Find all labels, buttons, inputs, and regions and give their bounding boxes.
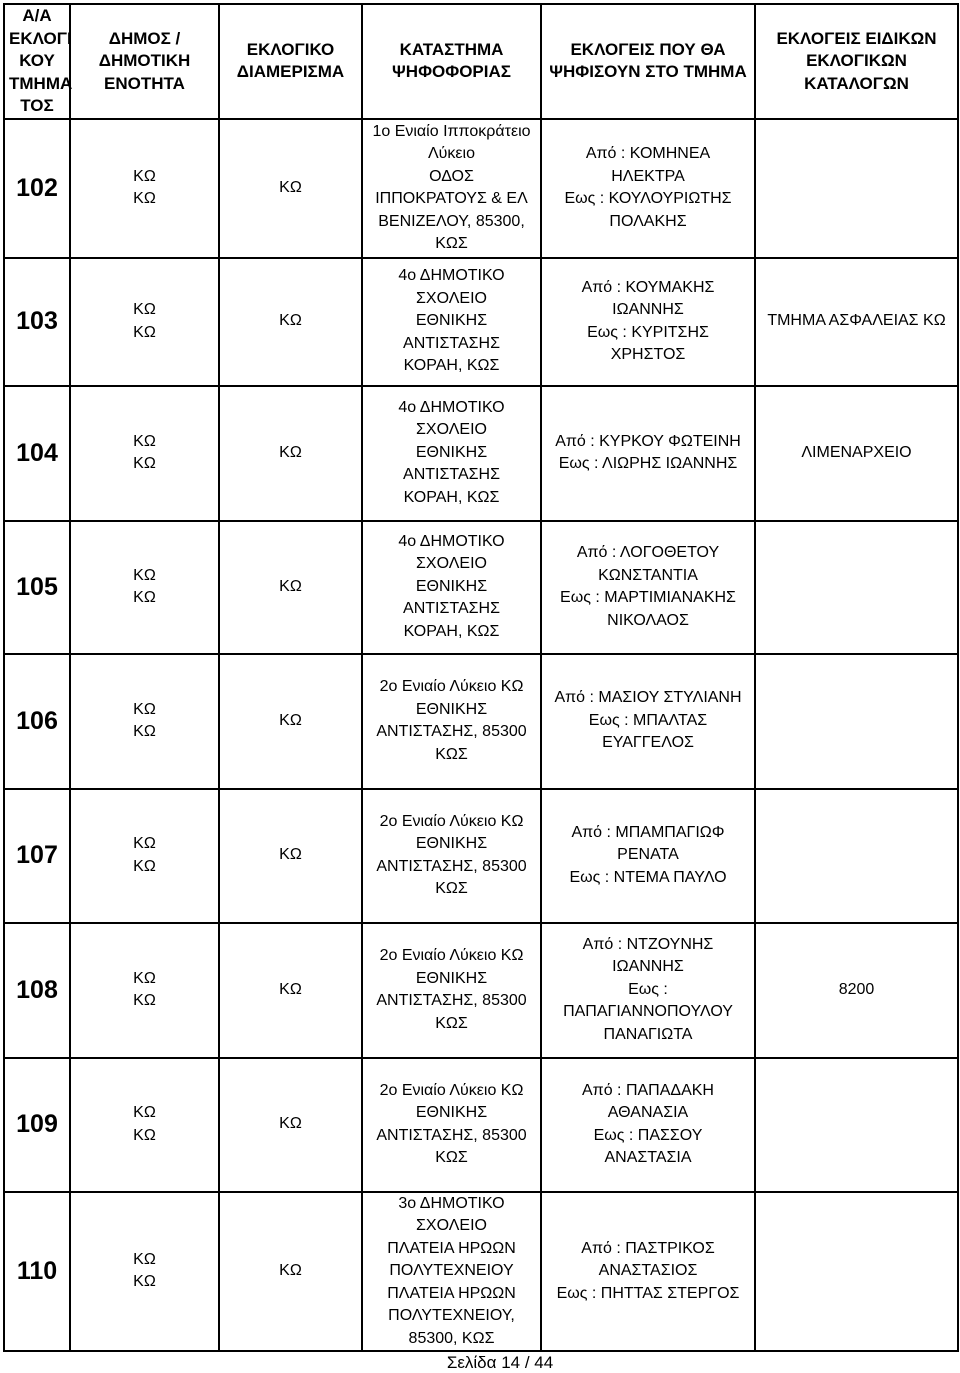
- cell-line: 2ο Ενιαίο Λύκειο ΚΩ: [379, 812, 524, 830]
- cell-line: ΚΩ: [133, 301, 156, 318]
- cell-line: ΚΩ: [133, 857, 156, 875]
- dimos-cell: [70, 1058, 219, 1192]
- cell-line: ΚΩ: [279, 846, 302, 864]
- diamerisma-cell: [219, 386, 362, 521]
- table-row: [4, 521, 958, 654]
- aa-tmima-cell: 105: [4, 521, 70, 654]
- katastima-cell: [362, 789, 541, 923]
- cell-line: ΚΩ: [133, 432, 156, 450]
- cell-line: ΚΩΣ: [435, 745, 468, 763]
- ekloges-cell: [541, 923, 755, 1058]
- cell-line: ΗΛΕΚΤΡΑ: [611, 167, 685, 185]
- eidikoi-cell: [755, 1058, 958, 1192]
- eidikoi-cell: [755, 386, 958, 521]
- cell-line: ΚΩΝΣΤΑΝΤΙΑ: [598, 566, 698, 584]
- cell-line: ΕΥΑΓΓΕΛΟΣ: [602, 734, 694, 752]
- cell-line: ΚΩ: [133, 455, 156, 472]
- cell-line: ΤΜΗΜΑ ΑΣΦΑΛΕΙΑΣ ΚΩ: [767, 312, 946, 330]
- dimos-cell: [70, 258, 219, 386]
- table-row: [4, 1192, 958, 1352]
- cell-line: ΚΩ: [279, 1115, 302, 1133]
- cell-line: ΚΩ: [133, 190, 156, 207]
- cell-line: Από : ΚΟΥΜΑΚΗΣ: [581, 278, 715, 296]
- cell-line: ΧΡΗΣΤΟΣ: [610, 346, 686, 363]
- cell-line: ΙΩΑΝΝΗΣ: [612, 958, 684, 976]
- header-line: ΔΙΑΜΕΡΙΣΜΑ: [236, 62, 345, 82]
- diamerisma-cell: [219, 789, 362, 923]
- aa-tmima-cell: 102: [4, 119, 70, 258]
- cell-line: ΠΑΠΑΓΙΑΝΝΟΠΟΥΛΟΥ: [563, 1003, 733, 1021]
- eidikoi-cell: [755, 521, 958, 654]
- table-row: [4, 923, 958, 1058]
- dimos-cell: [70, 119, 219, 258]
- cell-line: ΚΩΣ: [435, 1149, 468, 1166]
- cell-line: ΚΩ: [133, 566, 156, 584]
- cell-line: ΕΘΝΙΚΗΣ: [415, 835, 488, 852]
- cell-line: ΙΩΑΝΝΗΣ: [612, 301, 684, 318]
- cell-line: ΚΩ: [133, 1104, 156, 1121]
- cell-line: ΚΩ: [133, 969, 156, 987]
- cell-line: ΣΧΟΛΕΙΟ: [416, 421, 487, 439]
- cell-line: ΕΘΝΙΚΗΣ: [415, 700, 488, 718]
- cell-line: Από : ΠΑΠΑΔΑΚΗ: [582, 1081, 714, 1099]
- header-line: ΕΚΛΟΓΙΚΟ: [246, 39, 335, 59]
- header-line: ΚΑΤΑΛΟΓΩΝ: [804, 73, 909, 93]
- cell-line: ΑΝΤΙΣΤΑΣΗΣ, 85300: [376, 857, 527, 875]
- cell-line: Εως : ΠΑΣΣΟΥ: [593, 1126, 703, 1144]
- cell-line: ΚΩ: [133, 1250, 156, 1268]
- cell-line: ΕΘΝΙΚΗΣ: [415, 577, 488, 595]
- polling-stations-table: [3, 3, 959, 1352]
- cell-line: ΚΩ: [133, 835, 156, 852]
- header-line: ΕΚΛΟΓΕΙΣ ΠΟΥ ΘΑ: [570, 39, 726, 59]
- header-katastima: [362, 4, 541, 119]
- cell-line: ΚΟΡΑΗ, ΚΩΣ: [403, 357, 500, 375]
- cell-line: ΠΟΛΑΚΗΣ: [609, 212, 687, 230]
- cell-line: ΑΝΤΙΣΤΑΣΗΣ: [403, 600, 500, 618]
- katastima-cell: [362, 119, 541, 258]
- cell-line: Εως : ΜΠΑΛΤΑΣ: [588, 711, 708, 729]
- cell-line: Από : ΜΑΣΙΟΥ ΣΤΥΛΙΑΝΗ: [554, 689, 742, 707]
- diamerisma-cell: [219, 258, 362, 386]
- cell-line: ΠΛΑΤΕΙΑ ΗΡΩΩΝ: [387, 1239, 516, 1257]
- header-line: ΔΗΜΟΤΙΚΗ: [98, 51, 191, 70]
- cell-line: Εως : ΚΥΡΙΤΣΗΣ: [587, 323, 709, 341]
- ekloges-cell: [541, 789, 755, 923]
- cell-line: Εως : ΚΟΥΛΟΥΡΙΩΤΗΣ: [564, 190, 732, 207]
- cell-line: 2ο Ενιαίο Λύκειο ΚΩ: [379, 1081, 524, 1099]
- header-line: ΨΗΦΙΣΟΥΝ ΣΤΟ ΤΜΗΜΑ: [549, 62, 747, 82]
- header-line: ΔΗΜΟΣ /: [108, 28, 181, 48]
- katastima-cell: [362, 1058, 541, 1192]
- diamerisma-cell: [219, 119, 362, 258]
- cell-line: Από : ΚΥΡΚΟΥ ΦΩΤΕΙΝΗ: [555, 432, 741, 450]
- cell-line: 85300, ΚΩΣ: [408, 1329, 495, 1347]
- cell-line: ΚΩΣ: [435, 1014, 468, 1032]
- cell-line: Από : ΛΟΓΟΘΕΤΟΥ: [576, 544, 720, 561]
- cell-line: ΝΙΚΟΛΑΟΣ: [607, 611, 689, 629]
- aa-tmima-cell: 104: [4, 386, 70, 521]
- table-row: [4, 1058, 958, 1192]
- header-line: ΕΚΛΟΓΙΚΩΝ: [806, 51, 907, 70]
- cell-line: 4ο ΔΗΜΟΤΙΚΟ: [398, 267, 505, 285]
- eidikoi-cell: [755, 654, 958, 789]
- katastima-cell: [362, 923, 541, 1058]
- cell-line: 4ο ΔΗΜΟΤΙΚΟ: [398, 532, 505, 550]
- cell-line: ΒΕΝΙΖΕΛΟΥ, 85300,: [378, 212, 525, 230]
- header-line: ΚΟΥ: [19, 51, 55, 70]
- header-line: ΕΝΟΤΗΤΑ: [104, 73, 185, 93]
- cell-line: ΙΠΠΟΚΡΑΤΟΥΣ & ΕΛ: [375, 190, 528, 207]
- table-row: [4, 789, 958, 923]
- cell-line: 8200: [838, 980, 875, 998]
- cell-line: ΚΟΡΑΗ, ΚΩΣ: [403, 622, 500, 640]
- ekloges-cell: [541, 1192, 755, 1352]
- cell-line: ΚΩ: [133, 323, 156, 341]
- cell-line: ΛΙΜΕΝΑΡΧΕΙΟ: [801, 443, 912, 461]
- cell-line: ΚΩΣ: [435, 880, 468, 897]
- cell-line: ΕΘΝΙΚΗΣ: [415, 969, 488, 987]
- cell-line: ΚΩ: [133, 167, 156, 185]
- ekloges-cell: [541, 654, 755, 789]
- cell-line: ΣΧΟΛΕΙΟ: [416, 1217, 487, 1234]
- cell-line: Εως : ΠΗΤΤΑΣ ΣΤΕΡΓΟΣ: [556, 1284, 740, 1302]
- cell-line: ΠΑΝΑΓΙΩΤΑ: [603, 1025, 693, 1043]
- cell-line: 2ο Ενιαίο Λύκειο ΚΩ: [379, 947, 524, 964]
- header-line: ΚΑΤΑΣΤΗΜΑ: [399, 39, 504, 59]
- cell-line: ΕΘΝΙΚΗΣ: [415, 443, 488, 461]
- cell-line: ΕΘΝΙΚΗΣ: [415, 1104, 488, 1121]
- header-line: ΕΚΛΟΓΕΙΣ ΕΙΔΙΚΩΝ: [776, 28, 937, 48]
- header-dimos: [70, 4, 219, 119]
- aa-tmima-cell: 107: [4, 789, 70, 923]
- aa-tmima-cell: 108: [4, 923, 70, 1058]
- cell-line: ΚΩ: [279, 443, 302, 461]
- aa-tmima-cell: 106: [4, 654, 70, 789]
- cell-line: ΑΝΤΙΣΤΑΣΗΣ: [403, 334, 500, 352]
- diamerisma-cell: [219, 521, 362, 654]
- eidikoi-cell: [755, 119, 958, 258]
- katastima-cell: [362, 386, 541, 521]
- cell-line: ΣΧΟΛΕΙΟ: [416, 555, 487, 573]
- cell-line: Εως : ΝΤΕΜΑ ΠΑΥΛΟ: [569, 868, 727, 886]
- cell-line: Από : ΚΟΜΗΝΕΑ: [585, 145, 711, 162]
- table-row: [4, 119, 958, 258]
- cell-line: ΚΩ: [279, 711, 302, 729]
- ekloges-cell: [541, 1058, 755, 1192]
- dimos-cell: [70, 789, 219, 923]
- diamerisma-cell: [219, 1058, 362, 1192]
- katastima-cell: [362, 258, 541, 386]
- header-line: ΤΜΗΜΑ: [9, 73, 73, 93]
- header-diamerisma: [219, 4, 362, 119]
- cell-line: ΚΩ: [133, 700, 156, 718]
- katastima-cell: [362, 1192, 541, 1352]
- header-line: ΤΟΣ: [20, 96, 54, 115]
- aa-tmima-cell: 110: [4, 1192, 70, 1352]
- cell-line: ΑΝΤΙΣΤΑΣΗΣ, 85300: [376, 723, 527, 740]
- page-footer: [0, 1353, 960, 1373]
- dimos-cell: [70, 654, 219, 789]
- header-eidikoi: [755, 4, 958, 119]
- header-ekloges: [541, 4, 755, 119]
- eidikoi-cell: [755, 258, 958, 386]
- aa-tmima-cell: 109: [4, 1058, 70, 1192]
- cell-line: ΚΩ: [279, 577, 302, 595]
- cell-line: ΑΝΤΙΣΤΑΣΗΣ: [403, 466, 500, 484]
- cell-line: Από : ΜΠΑΜΠΑΓΙΩΦ: [571, 823, 725, 841]
- cell-line: ΚΟΡΑΗ, ΚΩΣ: [403, 488, 500, 506]
- cell-line: 3ο ΔΗΜΟΤΙΚΟ: [398, 1194, 505, 1212]
- cell-line: Εως : ΛΙΩΡΗΣ ΙΩΑΝΝΗΣ: [558, 455, 738, 472]
- dimos-cell: [70, 1192, 219, 1352]
- header-aa-tmima: [4, 4, 73, 119]
- cell-line: ΡΕΝΑΤΑ: [617, 846, 679, 864]
- table-body: [4, 119, 958, 1352]
- dimos-cell: [70, 923, 219, 1058]
- cell-line: ΚΩ: [279, 1262, 302, 1279]
- cell-line: ΠΟΛΥΤΕΧΝΕΙΟΥ,: [388, 1307, 515, 1324]
- katastima-cell: [362, 654, 541, 789]
- cell-line: ΣΧΟΛΕΙΟ: [416, 289, 487, 307]
- cell-line: 2ο Ενιαίο Λύκειο ΚΩ: [379, 678, 524, 695]
- ekloges-cell: [541, 521, 755, 654]
- cell-line: ΟΔΟΣ: [429, 167, 474, 185]
- cell-line: ΚΩ: [279, 312, 302, 330]
- diamerisma-cell: [219, 654, 362, 789]
- eidikoi-cell: [755, 923, 958, 1058]
- cell-line: ΑΝΑΣΤΑΣΙΟΣ: [598, 1262, 698, 1279]
- diamerisma-cell: [219, 1192, 362, 1352]
- aa-tmima-cell: 103: [4, 258, 70, 386]
- cell-line: ΚΩΣ: [435, 235, 468, 252]
- eidikoi-cell: [755, 1192, 958, 1352]
- cell-line: Εως : ΜΑΡΤΙΜΙΑΝΑΚΗΣ: [560, 589, 736, 606]
- ekloges-cell: [541, 258, 755, 386]
- table-row: [4, 258, 958, 386]
- header-line: Α/Α: [22, 6, 52, 25]
- dimos-cell: [70, 386, 219, 521]
- cell-line: 4ο ΔΗΜΟΤΙΚΟ: [398, 398, 505, 416]
- header-line: ΨΗΦΟΦΟΡΙΑΣ: [392, 62, 511, 82]
- cell-line: Εως :: [628, 980, 668, 998]
- cell-line: ΑΝΑΣΤΑΣΙΑ: [604, 1149, 692, 1166]
- cell-line: ΚΩ: [133, 589, 156, 606]
- cell-line: ΚΩ: [133, 1273, 156, 1291]
- dimos-cell: [70, 521, 219, 654]
- table-row: [4, 386, 958, 521]
- cell-line: ΚΩ: [133, 992, 156, 1009]
- table-row: [4, 654, 958, 789]
- cell-line: ΚΩ: [133, 723, 156, 740]
- cell-line: ΑΝΤΙΣΤΑΣΗΣ, 85300: [376, 1126, 527, 1144]
- cell-line: ΑΘΑΝΑΣΙΑ: [607, 1104, 689, 1121]
- diamerisma-cell: [219, 923, 362, 1058]
- cell-line: ΕΘΝΙΚΗΣ: [415, 312, 488, 330]
- cell-line: 1ο Ενιαίο Ιπποκράτειο: [372, 122, 531, 140]
- cell-line: ΚΩ: [279, 178, 302, 196]
- cell-line: ΠΛΑΤΕΙΑ ΗΡΩΩΝ: [387, 1284, 516, 1302]
- cell-line: ΚΩ: [133, 1126, 156, 1144]
- page-number: Σελίδα 14 / 44: [446, 1353, 554, 1372]
- header-row: [4, 4, 958, 119]
- cell-line: ΚΩ: [279, 980, 302, 998]
- ekloges-cell: [541, 119, 755, 258]
- cell-line: ΠΟΛΥΤΕΧΝΕΙΟΥ: [389, 1262, 514, 1279]
- cell-line: Από : ΠΑΣΤΡΙΚΟΣ: [581, 1239, 715, 1257]
- eidikoi-cell: [755, 789, 958, 923]
- katastima-cell: [362, 521, 541, 654]
- header-line: ΕΚΛΟΓΙ: [9, 28, 72, 48]
- ekloges-cell: [541, 386, 755, 521]
- cell-line: ΑΝΤΙΣΤΑΣΗΣ, 85300: [376, 992, 527, 1009]
- cell-line: Λύκειο: [427, 145, 476, 162]
- cell-line: Από : ΝΤΖΟΥΝΗΣ: [582, 935, 714, 953]
